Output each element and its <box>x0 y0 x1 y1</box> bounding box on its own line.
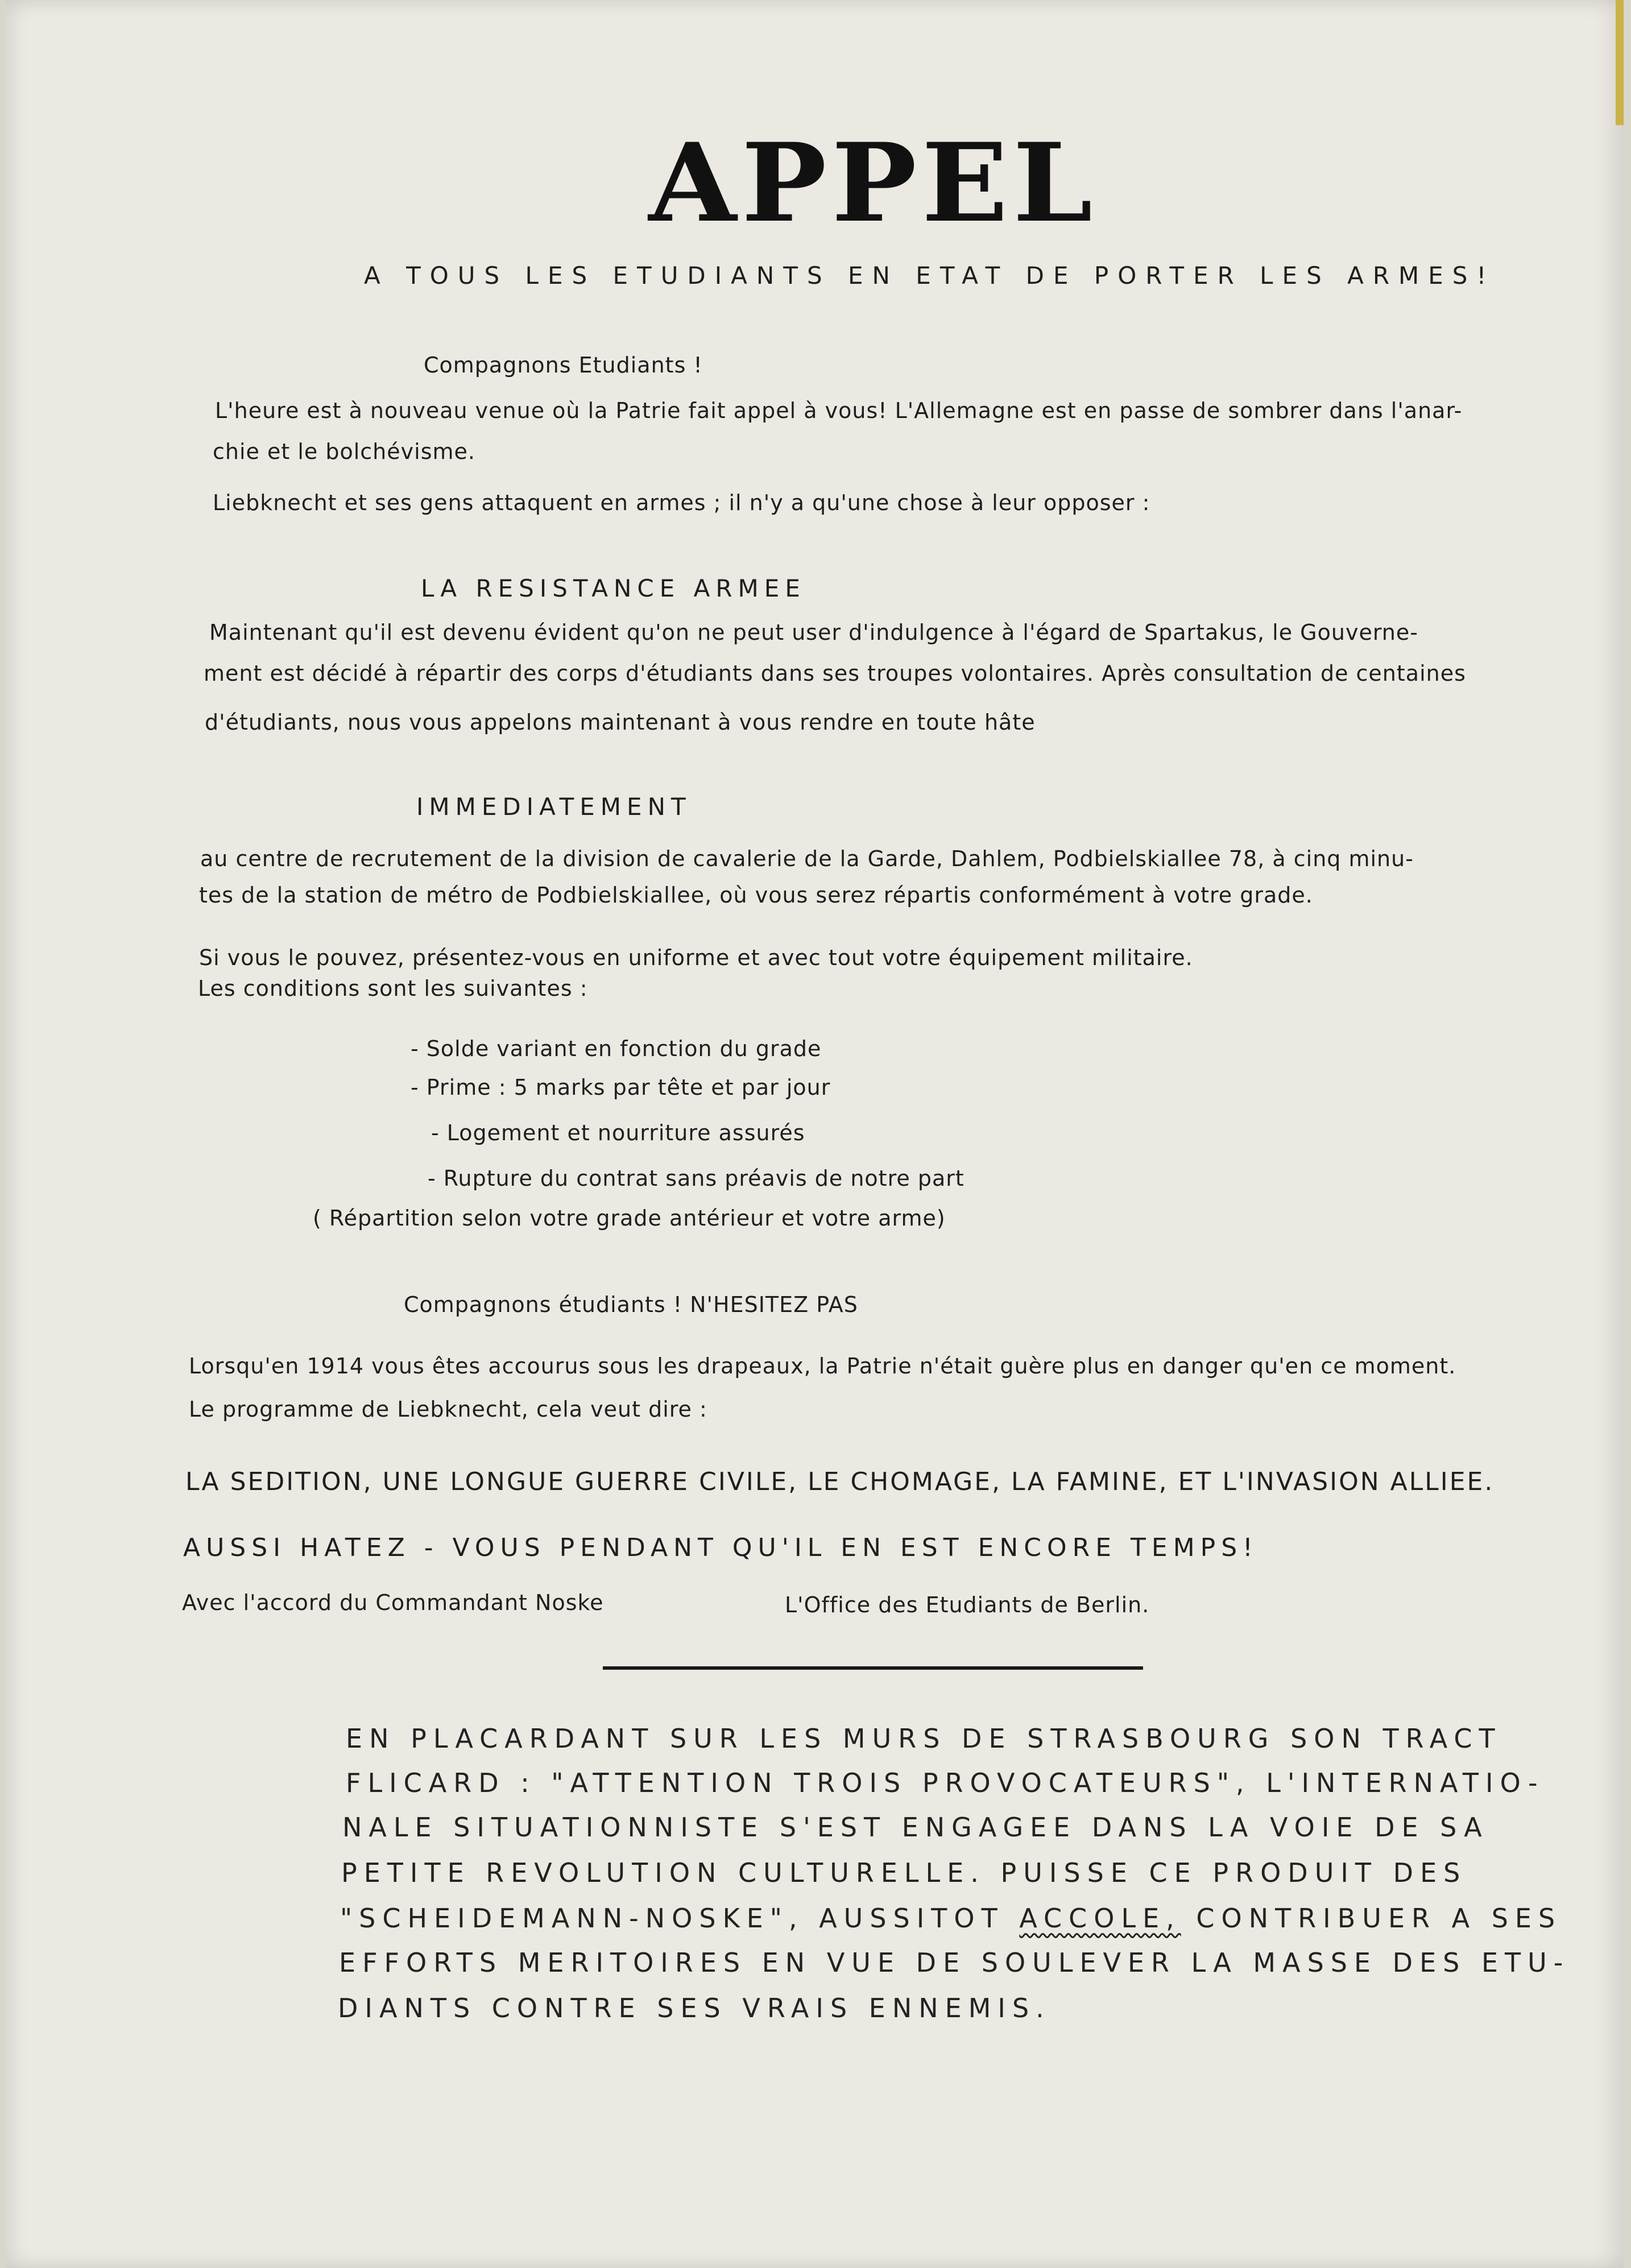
footnote-text: CONTRIBUER A SES <box>1181 1903 1562 1934</box>
greeting: Compagnons Etudiants ! <box>424 353 703 378</box>
hurry-line: AUSSI HATEZ - VOUS PENDANT QU'IL EN EST ENCORE TEMPS! <box>183 1533 1259 1562</box>
recruitment-line: Les conditions sont les suivantes : <box>198 976 588 1001</box>
conditions-note: ( Répartition selon votre grade antérieur et votre arme) <box>313 1206 946 1231</box>
footnote-line: NALE SITUATIONNISTE S'EST ENGAGEE DANS LA VOIE DE SA <box>342 1812 1489 1843</box>
resistance-line: ment est décidé à répartir des corps d'étudiants dans ses troupes volontaires. Après consultation de centaines <box>204 661 1466 686</box>
history-line: Lorsqu'en 1914 vous êtes accourus sous les drapeaux, la Patrie n'était guère plus en danger qu'en ce moment. <box>189 1354 1456 1379</box>
paper-sheet <box>6 0 1624 2268</box>
footnote-line: DIANTS CONTRE SES VRAIS ENNEMIS. <box>338 1993 1051 2023</box>
slogan: LA SEDITION, UNE LONGUE GUERRE CIVILE, LE CHOMAGE, LA FAMINE, ET L'INVASION ALLIEE. <box>185 1467 1495 1496</box>
resistance-line: d'étudiants, nous vous appelons maintenant à vous rendre en toute hâte <box>205 710 1036 735</box>
footnote-line: EN PLACARDANT SUR LES MURS DE STRASBOURG SON TRACT <box>346 1723 1502 1754</box>
condition-item: - Solde variant en fonction du grade <box>411 1036 822 1061</box>
heading-immediate: IMMEDIATEMENT <box>416 793 692 821</box>
condition-item: - Prime : 5 marks par tête et par jour <box>411 1075 831 1100</box>
recruitment-line: tes de la station de métro de Podbielskiallee, où vous serez répartis conformément à votre grade. <box>199 883 1313 908</box>
history-line: Le programme de Liebknecht, cela veut dire : <box>189 1397 707 1422</box>
heading-resistance: LA RESISTANCE ARMEE <box>421 574 806 602</box>
footnote-line: FLICARD : "ATTENTION TROIS PROVOCATEURS", L'INTERNATIO- <box>346 1768 1545 1798</box>
recruitment-line: au centre de recrutement de la division de cavalerie de la Garde, Dahlem, Podbielskiallee 78, à cinq minu- <box>200 846 1414 871</box>
footnote-line: PETITE REVOLUTION CULTURELLE. PUISSE CE PRODUIT DES <box>341 1857 1467 1888</box>
subtitle: A TOUS LES ETUDIANTS EN ETAT DE PORTER LES ARMES! <box>364 262 1496 289</box>
intro-line: chie et le bolchévisme. <box>213 439 475 464</box>
signature-right: L'Office des Etudiants de Berlin. <box>785 1592 1150 1617</box>
recruitment-line: Si vous le pouvez, présentez-vous en uniforme et avec tout votre équipement militaire. <box>199 945 1193 970</box>
intro-line: Liebknecht et ses gens attaquent en armes ; il n'y a qu'une chose à leur opposer : <box>213 490 1150 515</box>
page-title: APPEL <box>648 119 1098 246</box>
footnote-line <box>340 1903 1562 1934</box>
condition-item: - Logement et nourriture assurés <box>431 1120 805 1145</box>
leaflet <box>6 0 1624 2268</box>
resistance-line: Maintenant qu'il est devenu évident qu'on ne peut user d'indulgence à l'égard de Spartakus, le Gouverne- <box>209 620 1418 645</box>
divider <box>603 1666 1143 1670</box>
intro-line: L'heure est à nouveau venue où la Patrie fait appel à vous! L'Allemagne est en passe de sombrer dans l'anar- <box>215 398 1463 423</box>
footnote-text: "SCHEIDEMANN-NOSKE", AUSSITOT <box>340 1903 1020 1934</box>
signature-left: Avec l'accord du Commandant Noske <box>182 1590 604 1615</box>
call-line: Compagnons étudiants ! N'HESITEZ PAS <box>404 1292 858 1317</box>
footnote-underlined-word: ACCOLE, <box>1019 1903 1181 1934</box>
condition-item: - Rupture du contrat sans préavis de notre part <box>428 1166 964 1191</box>
footnote-line: EFFORTS MERITOIRES EN VUE DE SOULEVER LA MASSE DES ETU- <box>339 1947 1570 1978</box>
